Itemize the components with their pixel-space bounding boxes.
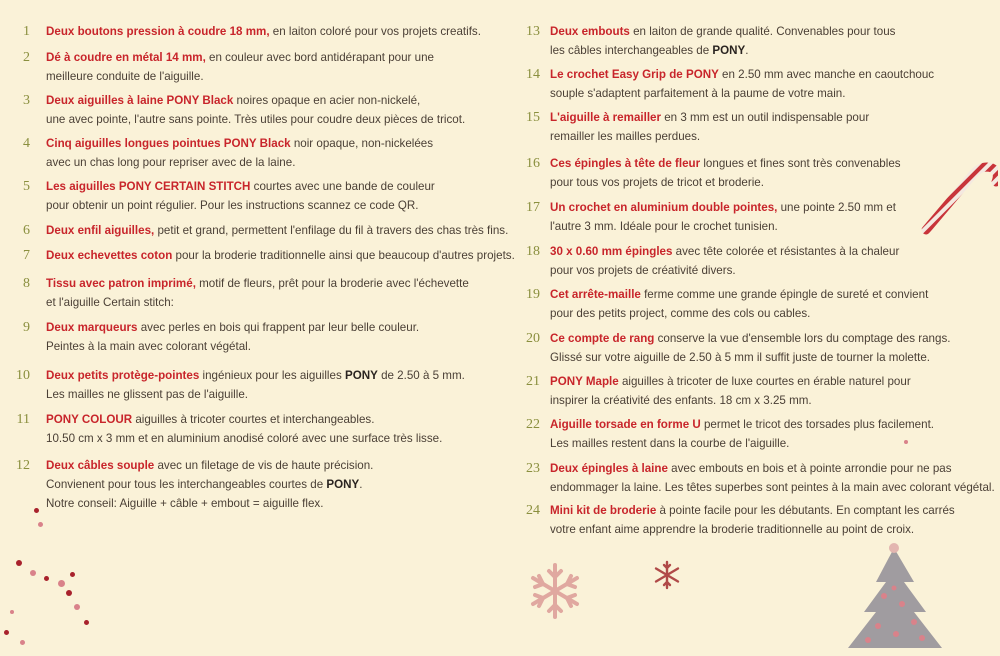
item-title: Deux câbles souple (46, 459, 155, 472)
item-description: aiguilles à tricoter de luxe courtes en érable naturel pour (618, 375, 911, 388)
item-line (46, 456, 373, 475)
item-line (550, 242, 899, 261)
item-description: Glissé sur votre aiguille de 2.50 à 5 mm il suffit juste de tourner la molette. (550, 351, 930, 364)
item-text (46, 48, 434, 86)
item-description: petit et grand, permettent l'enfilage du fil à travers des chas très fins. (154, 224, 509, 237)
item-description: . (745, 44, 749, 57)
item-number: 8 (23, 276, 30, 291)
item-number: 3 (23, 93, 30, 108)
christmas-tree-icon (838, 538, 958, 656)
item-text (550, 154, 901, 192)
item-title: PONY (685, 68, 719, 81)
item-line (46, 385, 465, 404)
item-description: motif de fleurs, prêt pour la broderie avec l'échevette (195, 277, 469, 290)
item-line (550, 391, 911, 410)
item-description: Les mailles restent dans la courbe de l'aiguille. (550, 437, 790, 450)
item-line (46, 318, 419, 337)
item-title: Ce compte de rang (550, 332, 655, 345)
item-line (46, 22, 481, 41)
item-line (550, 329, 950, 348)
item-text (550, 22, 895, 60)
item-line (46, 67, 434, 86)
item-number: 21 (526, 374, 540, 389)
item-title: Deux aiguilles à laine (46, 94, 167, 107)
item-description: avec un filetage de vis de haute précision. (154, 459, 374, 472)
item-line (46, 410, 442, 429)
item-line (550, 173, 901, 192)
item-line (46, 274, 469, 293)
item-text (46, 274, 469, 312)
item-description: endommager la laine. Les têtes superbes sont peintes à la main avec colorant végétal. (550, 481, 995, 494)
item-title: PONY (166, 94, 200, 107)
item-title: Dé à coudre en métal 14 mm, (46, 51, 206, 64)
item-line (46, 337, 419, 356)
item-title: Ces épingles à tête de fleur (550, 157, 701, 170)
item-line (46, 134, 433, 153)
confetti-dots (0, 500, 100, 656)
item-description: en laiton coloré pour vos projets creatifs. (269, 25, 481, 38)
item-title: Un crochet en aluminium double pointes, (550, 201, 778, 214)
item-description: Convienent pour tous les interchangeables courtes de (46, 478, 327, 491)
item-line (550, 459, 995, 478)
item-text (46, 134, 433, 172)
item-description: de 2.50 à 5 mm. (377, 369, 465, 382)
item-text (550, 501, 955, 539)
item-line (550, 127, 869, 146)
item-title: Le crochet Easy Grip de (550, 68, 686, 81)
item-line (550, 65, 934, 84)
item-text (550, 108, 869, 146)
item-description: 10.50 cm x 3 mm et en aluminium anodisé coloré avec une surface très lisse. (46, 432, 443, 445)
item-description: conserve la vue d'ensemble lors du comptage des rangs. (654, 332, 951, 345)
item-line (550, 108, 869, 127)
item-number: 16 (526, 156, 540, 171)
item-number: 20 (526, 331, 540, 346)
item-number: 15 (526, 110, 540, 125)
item-title: Deux boutons pression à coudre 18 mm, (46, 25, 270, 38)
item-title: PONY CERTAIN STITCH (118, 180, 251, 193)
item-description: en laiton de grande qualité. Convenables pour tous (629, 25, 896, 38)
item-title: PONY Maple (550, 375, 619, 388)
confetti-dot (904, 440, 908, 444)
item-description: PONY (712, 44, 746, 57)
item-description: remailler les mailles perdues. (550, 130, 701, 143)
item-number: 13 (526, 24, 540, 39)
item-title: Les aiguilles (46, 180, 119, 193)
item-line (46, 110, 465, 129)
item-number: 24 (526, 503, 540, 518)
item-line (550, 304, 928, 323)
item-description: ingénieux pour les aiguilles (199, 369, 345, 382)
item-description: pour tous vos projets de tricot et broderie. (550, 176, 764, 189)
item-title: L'aiguille à remailler (550, 111, 662, 124)
item-text (46, 91, 465, 129)
item-number: 23 (526, 461, 540, 476)
item-description: en couleur avec bord antidérapant pour une (205, 51, 434, 64)
item-description: aiguilles à tricoter courtes et interchangeables. (132, 413, 375, 426)
item-number: 12 (16, 458, 30, 473)
item-description: ferme comme une grande épingle de sureté et convient (640, 288, 929, 301)
item-line (550, 198, 896, 217)
item-number: 2 (23, 50, 30, 65)
item-title: Deux petits protège-pointes (46, 369, 200, 382)
item-title: Deux embouts (550, 25, 630, 38)
item-line (550, 478, 995, 497)
item-title: PONY COLOUR (46, 413, 133, 426)
item-description: les câbles interchangeables de (550, 44, 713, 57)
item-title: Cinq aiguilles longues pointues (46, 137, 224, 150)
item-line (550, 434, 934, 453)
item-line (550, 415, 934, 434)
item-line (46, 48, 434, 67)
item-number: 5 (23, 179, 30, 194)
item-description: souple s'adaptent parfaitement à la paume de votre main. (550, 87, 846, 100)
item-number: 6 (23, 223, 30, 238)
item-description: avec un chas long pour repriser avec de la laine. (46, 156, 296, 169)
item-description: Notre conseil: Aiguille + câble + embout = aiguille flex. (46, 497, 324, 510)
item-description: votre enfant aime apprendre la broderie traditionnelle au point de croix. (550, 523, 915, 536)
item-line (46, 196, 435, 215)
item-title: Tissu avec patron imprimé, (46, 277, 196, 290)
item-text (550, 242, 899, 280)
item-number: 4 (23, 136, 30, 151)
item-line (550, 285, 928, 304)
item-text (550, 329, 950, 367)
item-text (46, 22, 481, 41)
item-description: l'autre 3 mm. Idéale pour le crochet tunisien. (550, 220, 778, 233)
item-line (550, 217, 896, 236)
item-description: avec embouts en bois et à pointe arrondie pour ne pas (667, 462, 952, 475)
item-title: PONY Black (223, 137, 291, 150)
item-description: à pointe facile pour les débutants. En comptant les carrés (656, 504, 955, 517)
item-line (550, 154, 901, 173)
item-description: courtes avec une bande de couleur (250, 180, 435, 193)
item-description: noir opaque, non-nickelées (290, 137, 434, 150)
item-description: PONY (344, 369, 378, 382)
item-number: 9 (23, 320, 30, 335)
item-title: Deux echevettes coton (46, 249, 173, 262)
item-description: une pointe 2.50 mm et (777, 201, 896, 214)
item-title: Deux épingles à laine (550, 462, 668, 475)
item-number: 19 (526, 287, 540, 302)
item-line (46, 91, 465, 110)
item-description: pour obtenir un point régulier. Pour les instructions scannez ce code QR. (46, 199, 419, 212)
item-description: . (359, 478, 363, 491)
item-number: 11 (16, 412, 30, 427)
item-text (46, 318, 419, 356)
item-line (550, 22, 895, 41)
item-title: 30 x 0.60 mm épingles (550, 245, 673, 258)
item-description: Peintes à la main avec colorant végétal. (46, 340, 251, 353)
item-line (550, 348, 950, 367)
item-line (46, 177, 435, 196)
item-text (550, 285, 928, 323)
item-description: Les mailles ne glissent pas de l'aiguille. (46, 388, 248, 401)
item-line (46, 429, 442, 448)
item-title: Cet arrête-maille (550, 288, 641, 301)
item-description: avec tête colorée et résistantes à la chaleur (672, 245, 900, 258)
item-number: 1 (23, 24, 30, 39)
item-text (550, 459, 995, 497)
item-line (46, 475, 373, 494)
item-number: 14 (526, 67, 540, 82)
snowflake-icon (526, 562, 584, 620)
item-title: Aiguille torsade en forme U (550, 418, 701, 431)
item-description: et l'aiguille Certain stitch: (46, 296, 174, 309)
item-number: 17 (526, 200, 540, 215)
item-description: noires opaque en acier non-nickelé, (233, 94, 421, 107)
item-description: PONY (326, 478, 360, 491)
item-line (46, 221, 508, 240)
item-number: 18 (526, 244, 540, 259)
item-line (550, 261, 899, 280)
item-title: Deux marqueurs (46, 321, 138, 334)
item-line (46, 293, 469, 312)
item-line (550, 520, 955, 539)
item-description: longues et fines sont très convenables (700, 157, 901, 170)
item-text (46, 366, 465, 404)
item-line (550, 41, 895, 60)
item-description: meilleure conduite de l'aiguille. (46, 70, 204, 83)
item-line (550, 372, 911, 391)
item-line (46, 153, 433, 172)
item-description: une avec pointe, l'autre sans pointe. Très utiles pour coudre deux pièces de tricot. (46, 113, 466, 126)
item-description: avec perles en bois qui frappent par leur belle couleur. (137, 321, 420, 334)
item-description: pour des petits project, comme des cols ou cables. (550, 307, 811, 320)
item-line (550, 84, 934, 103)
item-title: Mini kit de broderie (550, 504, 657, 517)
item-description: en 3 mm est un outil indispensable pour (661, 111, 870, 124)
item-text (46, 177, 435, 215)
item-text (550, 372, 911, 410)
item-number: 7 (23, 248, 30, 263)
item-title: Black (199, 94, 234, 107)
item-description: permet le tricot des torsades plus facilement. (700, 418, 935, 431)
item-text (46, 246, 515, 265)
item-description: en 2.50 mm avec manche en caoutchouc (718, 68, 935, 81)
item-text (550, 415, 934, 453)
item-number: 22 (526, 417, 540, 432)
item-text (550, 198, 896, 236)
item-text (550, 65, 934, 103)
item-description: pour la broderie traditionnelle ainsi que beaucoup d'autres projets. (172, 249, 515, 262)
candy-cane-icon (918, 148, 998, 238)
item-line (550, 501, 955, 520)
item-text (46, 410, 442, 448)
item-title: Deux enfil aiguilles, (46, 224, 155, 237)
item-line (46, 246, 515, 265)
item-text (46, 221, 508, 240)
item-description: inspirer la créativité des enfants. 18 cm x 3.25 mm. (550, 394, 812, 407)
item-number: 10 (16, 368, 30, 383)
item-description: pour vos projets de créativité divers. (550, 264, 736, 277)
snowflake-icon (652, 560, 682, 590)
item-line (46, 366, 465, 385)
